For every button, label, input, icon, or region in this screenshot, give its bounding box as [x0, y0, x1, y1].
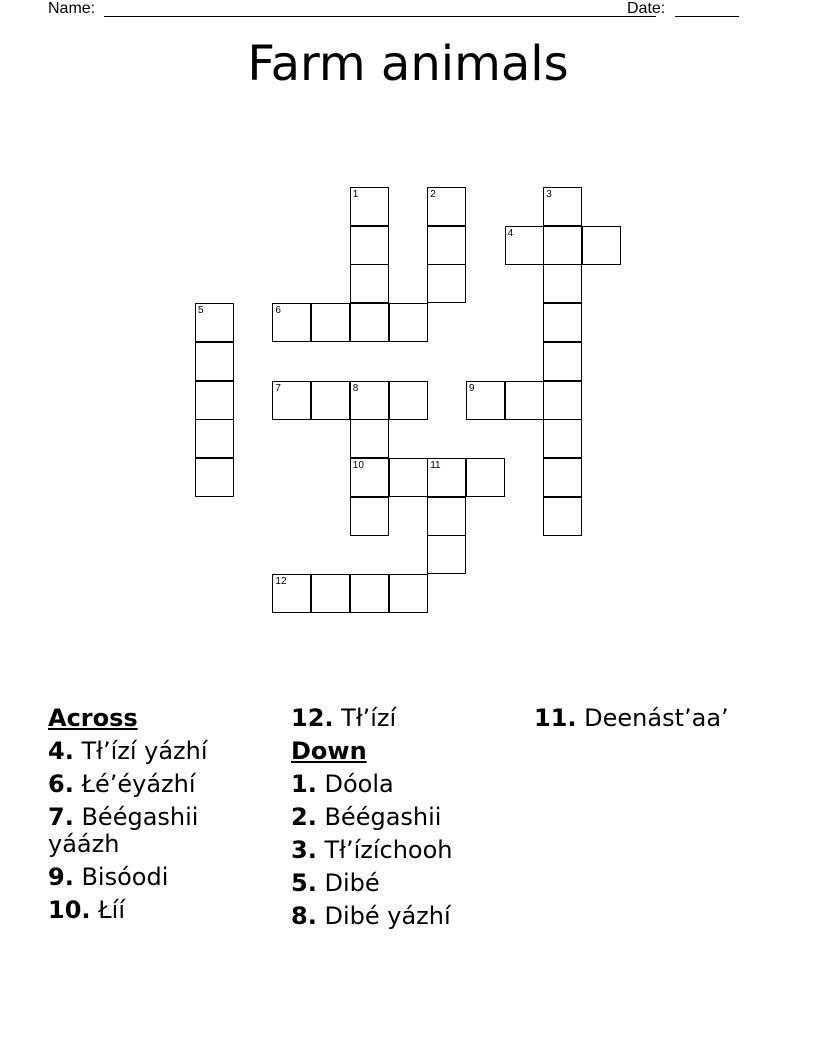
- clue-column-2: [291, 702, 526, 933]
- crossword-cell[interactable]: [195, 458, 234, 497]
- crossword-cell[interactable]: [350, 419, 389, 458]
- crossword-cell[interactable]: [543, 303, 582, 342]
- clue-across-7: 7. Béégashii yáázh: [48, 803, 199, 858]
- clue-down-8: 8. Dibé yázhí: [291, 902, 451, 930]
- crossword-cell[interactable]: [350, 303, 389, 342]
- clue-down-11: 11. Deenást’aa’: [534, 704, 729, 732]
- crossword-cell[interactable]: [389, 381, 428, 420]
- crossword-cell[interactable]: [272, 303, 311, 342]
- crossword-cell[interactable]: [350, 187, 389, 226]
- crossword-cell[interactable]: [543, 226, 582, 265]
- down-heading: Down: [291, 737, 367, 765]
- crossword-cell[interactable]: [505, 226, 544, 265]
- crossword-cell[interactable]: [350, 226, 389, 265]
- clue-number: 1: [352, 189, 359, 200]
- clue-number: 7: [275, 382, 281, 394]
- clue-number: 12: [275, 576, 287, 587]
- clue-column-1: [48, 702, 258, 927]
- across-heading: Across: [48, 704, 138, 732]
- crossword-cell[interactable]: [543, 264, 582, 303]
- crossword-cell[interactable]: [350, 264, 389, 303]
- crossword-cell[interactable]: [195, 342, 234, 381]
- name-label: Name:: [48, 0, 96, 17]
- crossword-cell[interactable]: [582, 226, 621, 265]
- clue-down-2: 2. Béégashii: [291, 803, 442, 831]
- clue-number: 11: [430, 459, 441, 471]
- crossword-cell[interactable]: [350, 574, 389, 613]
- clue-across-10: 10. Łíí: [48, 896, 125, 924]
- clue-down-3: 3. Tł’ízíchooh: [291, 836, 453, 864]
- crossword-cell[interactable]: [195, 381, 234, 420]
- crossword-cell[interactable]: [543, 187, 582, 226]
- crossword-cell[interactable]: [543, 381, 582, 420]
- clue-number: 10: [352, 459, 364, 471]
- crossword-cell[interactable]: [543, 342, 582, 381]
- clue-across-12: 12. Tł’ízí: [291, 704, 397, 732]
- crossword-cell[interactable]: [543, 419, 582, 458]
- crossword-cell[interactable]: [195, 419, 234, 458]
- clue-across-4: 4. Tł’ízí yázhí: [48, 737, 208, 765]
- clue-number: 3: [546, 189, 552, 200]
- clue-number: 8: [352, 382, 359, 394]
- crossword-cell[interactable]: [311, 574, 350, 613]
- crossword-cell[interactable]: [350, 497, 389, 536]
- crossword-cell[interactable]: [466, 381, 505, 420]
- crossword-cell[interactable]: [427, 187, 466, 226]
- crossword-cell[interactable]: [389, 574, 428, 613]
- crossword-cell[interactable]: [427, 264, 466, 303]
- crossword-cell[interactable]: [350, 381, 389, 420]
- crossword-cell[interactable]: [427, 535, 466, 574]
- crossword-cell[interactable]: [311, 303, 350, 342]
- clue-column-3: [534, 702, 794, 735]
- crossword-cell[interactable]: [311, 381, 350, 420]
- date-label: Date:: [627, 0, 666, 17]
- crossword-cell[interactable]: [543, 497, 582, 536]
- clue-across-9: 9. Bisóodi: [48, 863, 169, 891]
- page-title: Farm animals: [247, 36, 569, 92]
- crossword-cell[interactable]: [427, 226, 466, 265]
- crossword-cell[interactable]: [389, 303, 428, 342]
- crossword-cell[interactable]: [272, 574, 311, 613]
- crossword-cell[interactable]: [272, 381, 311, 420]
- crossword-cell[interactable]: [543, 458, 582, 497]
- crossword-cell[interactable]: [505, 381, 544, 420]
- clue-across-6: 6. Łé’éyázhí: [48, 770, 196, 798]
- clue-number: 2: [430, 189, 436, 200]
- crossword-cell[interactable]: [389, 458, 428, 497]
- clue-number: 6: [275, 305, 281, 317]
- crossword-cell[interactable]: [195, 303, 234, 342]
- crossword-cell[interactable]: [466, 458, 505, 497]
- clue-number: 5: [198, 305, 204, 317]
- clue-down-5: 5. Dibé: [291, 869, 380, 897]
- clue-number: 9: [468, 382, 475, 394]
- crossword-cell[interactable]: [350, 458, 389, 497]
- crossword-cell[interactable]: [427, 497, 466, 536]
- crossword-cell[interactable]: [427, 458, 466, 497]
- clue-down-1: 1. Dóola: [291, 770, 394, 798]
- clue-number: 4: [507, 227, 514, 239]
